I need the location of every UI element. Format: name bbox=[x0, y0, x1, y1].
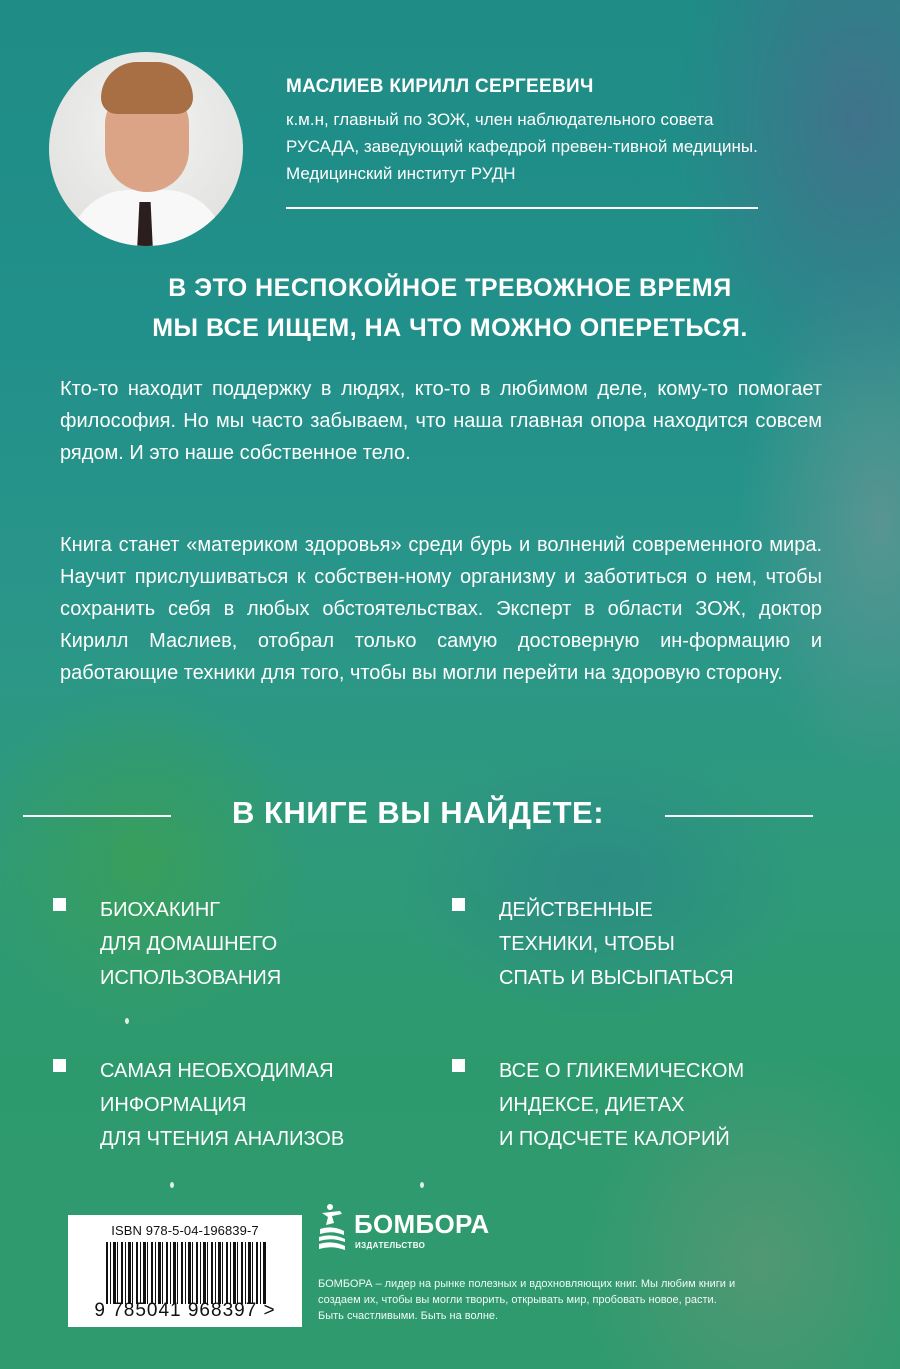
author-bio: к.м.н, главный по ЗОЖ, член наблюдательного совета РУСАДА, заведующий кафедрой превен-тивной медицины. Медицинский институт РУДН bbox=[286, 110, 758, 183]
publisher-logo bbox=[318, 1203, 490, 1263]
barcode-digits: 9 785041 968397 > bbox=[94, 1300, 276, 1321]
square-bullet-icon bbox=[53, 898, 66, 911]
sparkle-decoration bbox=[125, 1018, 129, 1024]
feature-text: БИОХАКИНГ ДЛЯ ДОМАШНЕГО ИСПОЛЬЗОВАНИЯ bbox=[100, 899, 282, 989]
square-bullet-icon bbox=[452, 898, 465, 911]
author-name: МАСЛИЕВ КИРИЛЛ СЕРГЕЕВИЧ bbox=[286, 76, 594, 97]
publisher-subtitle: ИЗДАТЕЛЬСТВО bbox=[355, 1241, 426, 1250]
author-photo-tie bbox=[137, 202, 153, 246]
author-photo bbox=[49, 52, 243, 246]
features-section-title: В КНИГЕ ВЫ НАЙДЕТЕ: bbox=[231, 795, 605, 830]
features-section-header bbox=[0, 795, 900, 835]
publisher-surfer-icon bbox=[318, 1203, 346, 1253]
feature-text: ДЕЙСТВЕННЫЕ ТЕХНИКИ, ЧТОБЫ СПАТЬ И ВЫСЫПАТЬСЯ bbox=[499, 899, 734, 989]
square-bullet-icon bbox=[53, 1059, 66, 1072]
intro-paragraph-2: Книга станет «материком здоровья» среди бурь и волнений современного мира. Научит прислушиваться к собствен-ному организму и заботиться о нем, чтобы сохранить себя в любых обстоятельствах. Эксперт в области ЗОЖ, доктор Кирилл Маслиев, отобрал только самую достоверную ин-формацию и работающие техники для того, чтобы вы могли перейти на здоровую сторону. bbox=[60, 534, 822, 684]
isbn-barcode bbox=[68, 1215, 302, 1327]
feature-text: САМАЯ НЕОБХОДИМАЯ ИНФОРМАЦИЯ ДЛЯ ЧТЕНИЯ АНАЛИЗОВ bbox=[100, 1060, 345, 1150]
intro-paragraph-1: Кто-то находит поддержку в людях, кто-то в любимом деле, кому-то помогает философия. Но мы часто забываем, что наша главная опора находится совсем рядом. И это наше собственное тело. bbox=[60, 378, 822, 464]
square-bullet-icon bbox=[452, 1059, 465, 1072]
sparkle-decoration bbox=[170, 1182, 174, 1188]
author-divider bbox=[286, 207, 758, 209]
headline-line-2: МЫ ВСЕ ИЩЕМ, НА ЧТО МОЖНО ОПЕРЕТЬСЯ. bbox=[152, 314, 748, 342]
barcode-bars bbox=[106, 1242, 266, 1304]
isbn-label: ISBN 978-5-04-196839-7 bbox=[111, 1223, 259, 1238]
headline-line-1: В ЭТО НЕСПОКОЙНОЕ ТРЕВОЖНОЕ ВРЕМЯ bbox=[168, 274, 732, 302]
publisher-name: БОМБОРА bbox=[354, 1209, 490, 1239]
sparkle-decoration bbox=[420, 1182, 424, 1188]
feature-text: ВСЕ О ГЛИКЕМИЧЕСКОМ ИНДЕКСЕ, ДИЕТАХ И ПОДСЧЕТЕ КАЛОРИЙ bbox=[499, 1060, 745, 1150]
author-photo-hair bbox=[101, 62, 193, 114]
headline bbox=[0, 268, 900, 348]
publisher-blurb: БОМБОРА – лидер на рынке полезных и вдохновляющих книг. Мы любим книги и создаем их, чтобы вы могли творить, открывать мир, пробовать новое, расти. Быть счастливыми. Быть на волне. bbox=[318, 1278, 736, 1322]
section-rule-right bbox=[665, 815, 813, 817]
